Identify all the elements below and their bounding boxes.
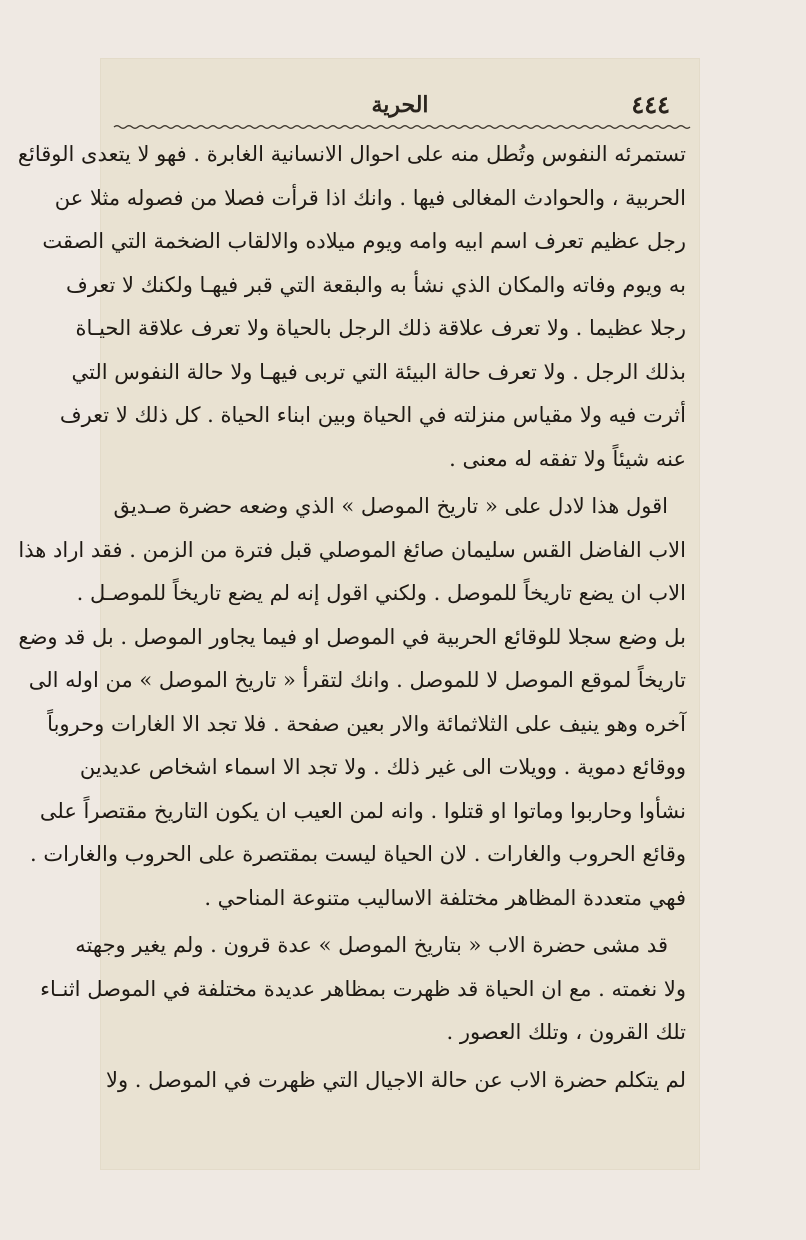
running-title: الحرية: [371, 92, 429, 118]
text-line: أثرت فيه ولا مقياس منزلته في الحياة وبين ابناء الحياة . كل ذلك لا تعرف: [59, 403, 686, 427]
text-line: الاب ان يضع تاريخاً للموصل . ولكني اقول إنه لم يضع تاريخاً للموصـل .: [76, 581, 686, 605]
text-line: تستمرئه النفوس وتُطل منه على احوال الانسانية الغابرة . فهو لا يتعدى الوقائع: [17, 142, 686, 166]
text-line: اقول هذا لادل على « تاريخ الموصل » الذي وضعه حضرة صـديق: [113, 494, 668, 518]
text-line: بذلك الرجل . ولا تعرف حالة البيئة التي تربى فيهـا ولا حالة النفوس التي: [71, 359, 686, 384]
text-line: قد مشى حضرة الاب « بتاريخ الموصل » عدة قرون . ولم يغير وجهته: [75, 933, 668, 957]
text-line: تاريخاً لموقع الموصل لا للموصل . وانك لتقرأ « تاريخ الموصل » من اوله الى: [28, 668, 686, 692]
text-line: تلك القرون ، وتلك العصور .: [446, 1020, 686, 1044]
body-text: [17, 133, 686, 1102]
text-line: ولا نغمته . مع ان الحياة قد ظهرت بمظاهر عديدة مختلفة في الموصل اثنـاء: [40, 976, 686, 1001]
scanned-page: [17, 58, 700, 1170]
text-line: به ويوم وفاته والمكان الذي نشأ به والبقعة التي قبر فيهـا ولكنك لا تعرف: [66, 272, 686, 297]
text-line: ووقائع دموية . وويلات الى غير ذلك . ولا تجد الا اسماء اشخاص عديدين: [79, 755, 686, 779]
text-line: عنه شيئاً ولا تفقه له معنى .: [449, 446, 686, 471]
text-line: وقائع الحروب والغارات . لان الحياة ليست بمقتصرة على الحروب والغارات .: [30, 842, 686, 866]
text-line: فهي متعددة المظاهر مختلفة الاساليب متنوعة المناحي .: [204, 885, 686, 910]
text-line: رجلا عظيما . ولا تعرف علاقة ذلك الرجل بالحياة ولا تعرف علاقة الحيـاة: [75, 316, 686, 340]
text-line: بل وضع سجلا للوقائع الحربية في الموصل او فيما يجاور الموصل . بل قد وضع: [18, 624, 686, 649]
text-line: نشأوا وحاربوا وماتوا او قتلوا . وانه لمن العيب ان يكون التاريخ مقتصراً على: [39, 798, 686, 823]
text-line: آخره وهو ينيف على الثلاثمائة والار بعين صفحة . فلا تجد الا الغارات وحروباً: [47, 711, 686, 736]
text-line: لم يتكلم حضرة الاب عن حالة الاجيال التي ظهرت في الموصل . ولا: [105, 1067, 686, 1092]
text-line: الاب الفاضل القس سليمان صائغ الموصلي قبل فترة من الزمن . فقد اراد هذا: [18, 537, 686, 562]
text-line: رجل عظيم تعرف اسم ابيه وامه ويوم ميلاده والالقاب الضخمة التي الصقت: [42, 229, 686, 253]
page-number: ٤٤٤: [631, 90, 670, 119]
wavy-divider: [114, 122, 686, 132]
text-line: الحربية ، والحوادث المغالى فيها . وانك اذا قرأت فصلا من فصوله مثلا عن: [54, 185, 686, 210]
